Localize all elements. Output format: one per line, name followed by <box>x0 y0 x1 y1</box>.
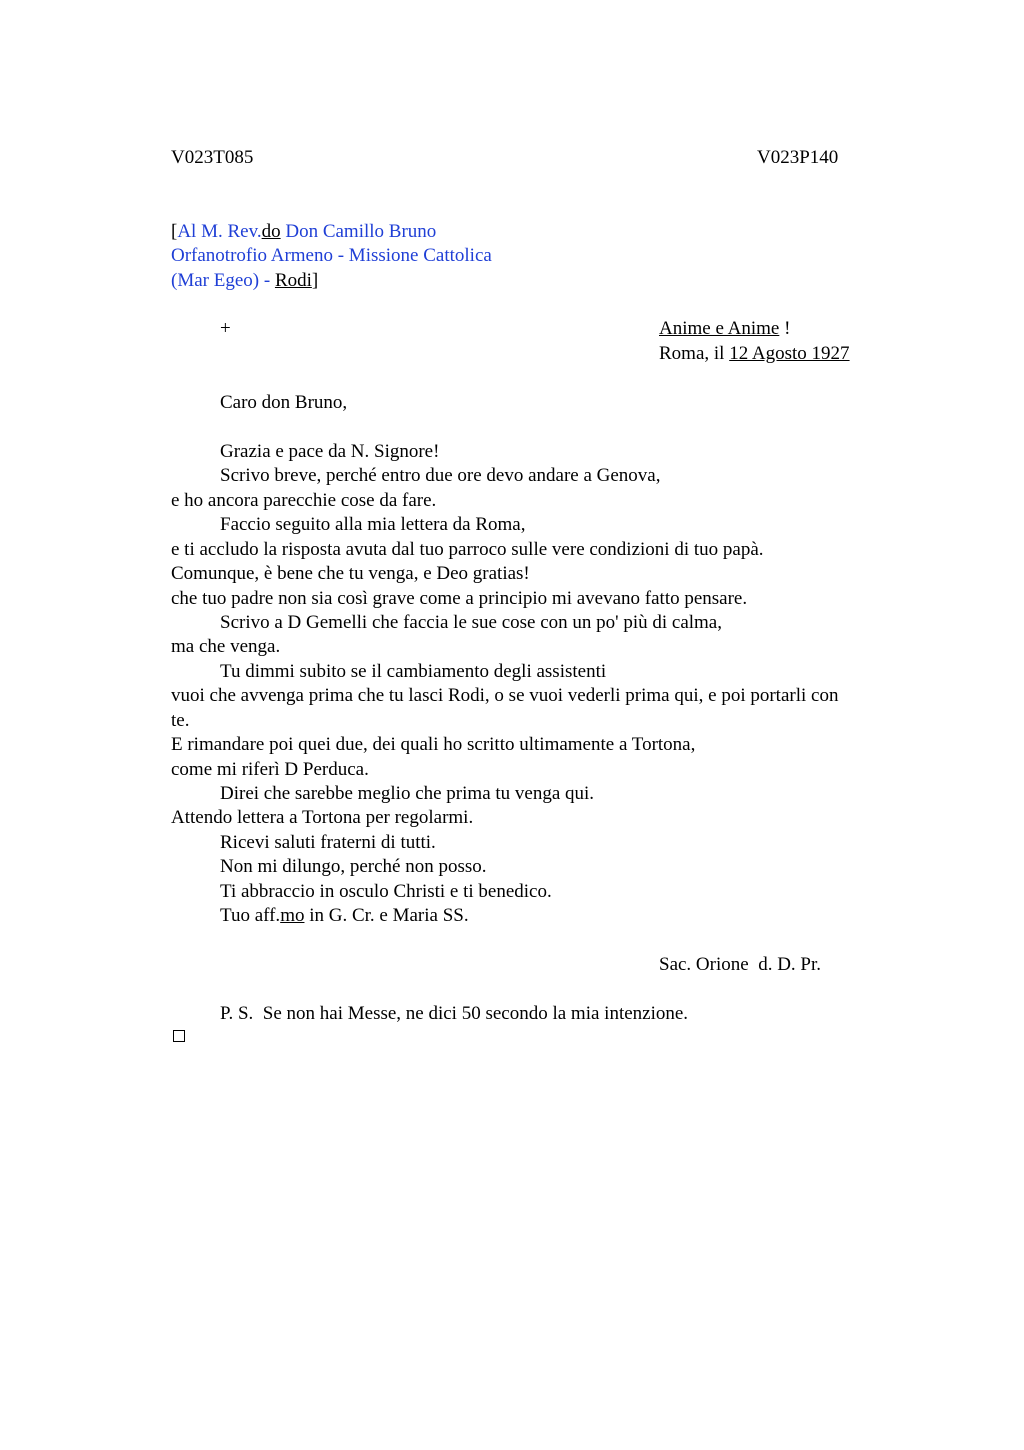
address-line-2: Orfanotrofio Armeno - Missione Cattolica <box>171 245 492 266</box>
body-line: come mi riferì D Perduca. <box>171 759 369 780</box>
dateline: Roma, il 12 Agosto 1927 <box>659 343 850 364</box>
signature: Sac. Orione d. D. Pr. <box>659 954 822 975</box>
address-line-1: [Al M. Rev.do Don Camillo Bruno <box>171 221 437 242</box>
body-line: e ti accludo la risposta avuta dal tuo parroco sulle vere condizioni di tuo papà. <box>171 539 764 560</box>
body-line: Attendo lettera a Tortona per regolarmi. <box>171 807 474 828</box>
cross-symbol: + <box>220 318 231 339</box>
body-line: che tuo padre non sia così grave come a principio mi avevano fatto pensare. <box>171 588 748 609</box>
body-line: Ricevi saluti fraterni di tutti. <box>220 832 436 853</box>
body-line: Tu dimmi subito se il cambiamento degli assistenti <box>220 661 607 682</box>
salutation: Caro don Bruno, <box>220 392 348 413</box>
body-line: Scrivo breve, perché entro due ore devo andare a Genova, <box>220 465 661 486</box>
body-line: Faccio seguito alla mia lettera da Roma, <box>220 514 526 535</box>
body-line: Comunque, è bene che tu venga, e Deo gratias! <box>171 563 530 584</box>
document-code-right: V023P140 <box>757 147 839 168</box>
document-code-left: V023T085 <box>171 147 254 168</box>
body-line: vuoi che avvenga prima che tu lasci Rodi, o se vuoi vederli prima qui, e poi portarli con <box>171 685 839 706</box>
motto: Anime e Anime ! <box>659 318 791 339</box>
checkbox-icon[interactable] <box>173 1030 185 1042</box>
body-line: Grazia e pace da N. Signore! <box>220 441 440 462</box>
closing-line: Tuo aff.mo in G. Cr. e Maria SS. <box>220 905 469 926</box>
body-line: ma che venga. <box>171 636 281 657</box>
body-line: Ti abbraccio in osculo Christi e ti benedico. <box>220 881 552 902</box>
body-line: te. <box>171 710 190 731</box>
body-line: e ho ancora parecchie cose da fare. <box>171 490 437 511</box>
body-line: Direi che sarebbe meglio che prima tu venga qui. <box>220 783 595 804</box>
body-line: Non mi dilungo, perché non posso. <box>220 856 487 877</box>
body-line: Scrivo a D Gemelli che faccia le sue cose con un po' più di calma, <box>220 612 722 633</box>
body-line: E rimandare poi quei due, dei quali ho scritto ultimamente a Tortona, <box>171 734 696 755</box>
address-line-3: (Mar Egeo) - Rodi] <box>171 270 319 291</box>
postscript: P. S. Se non hai Messe, ne dici 50 secondo la mia intenzione. <box>220 1003 689 1024</box>
